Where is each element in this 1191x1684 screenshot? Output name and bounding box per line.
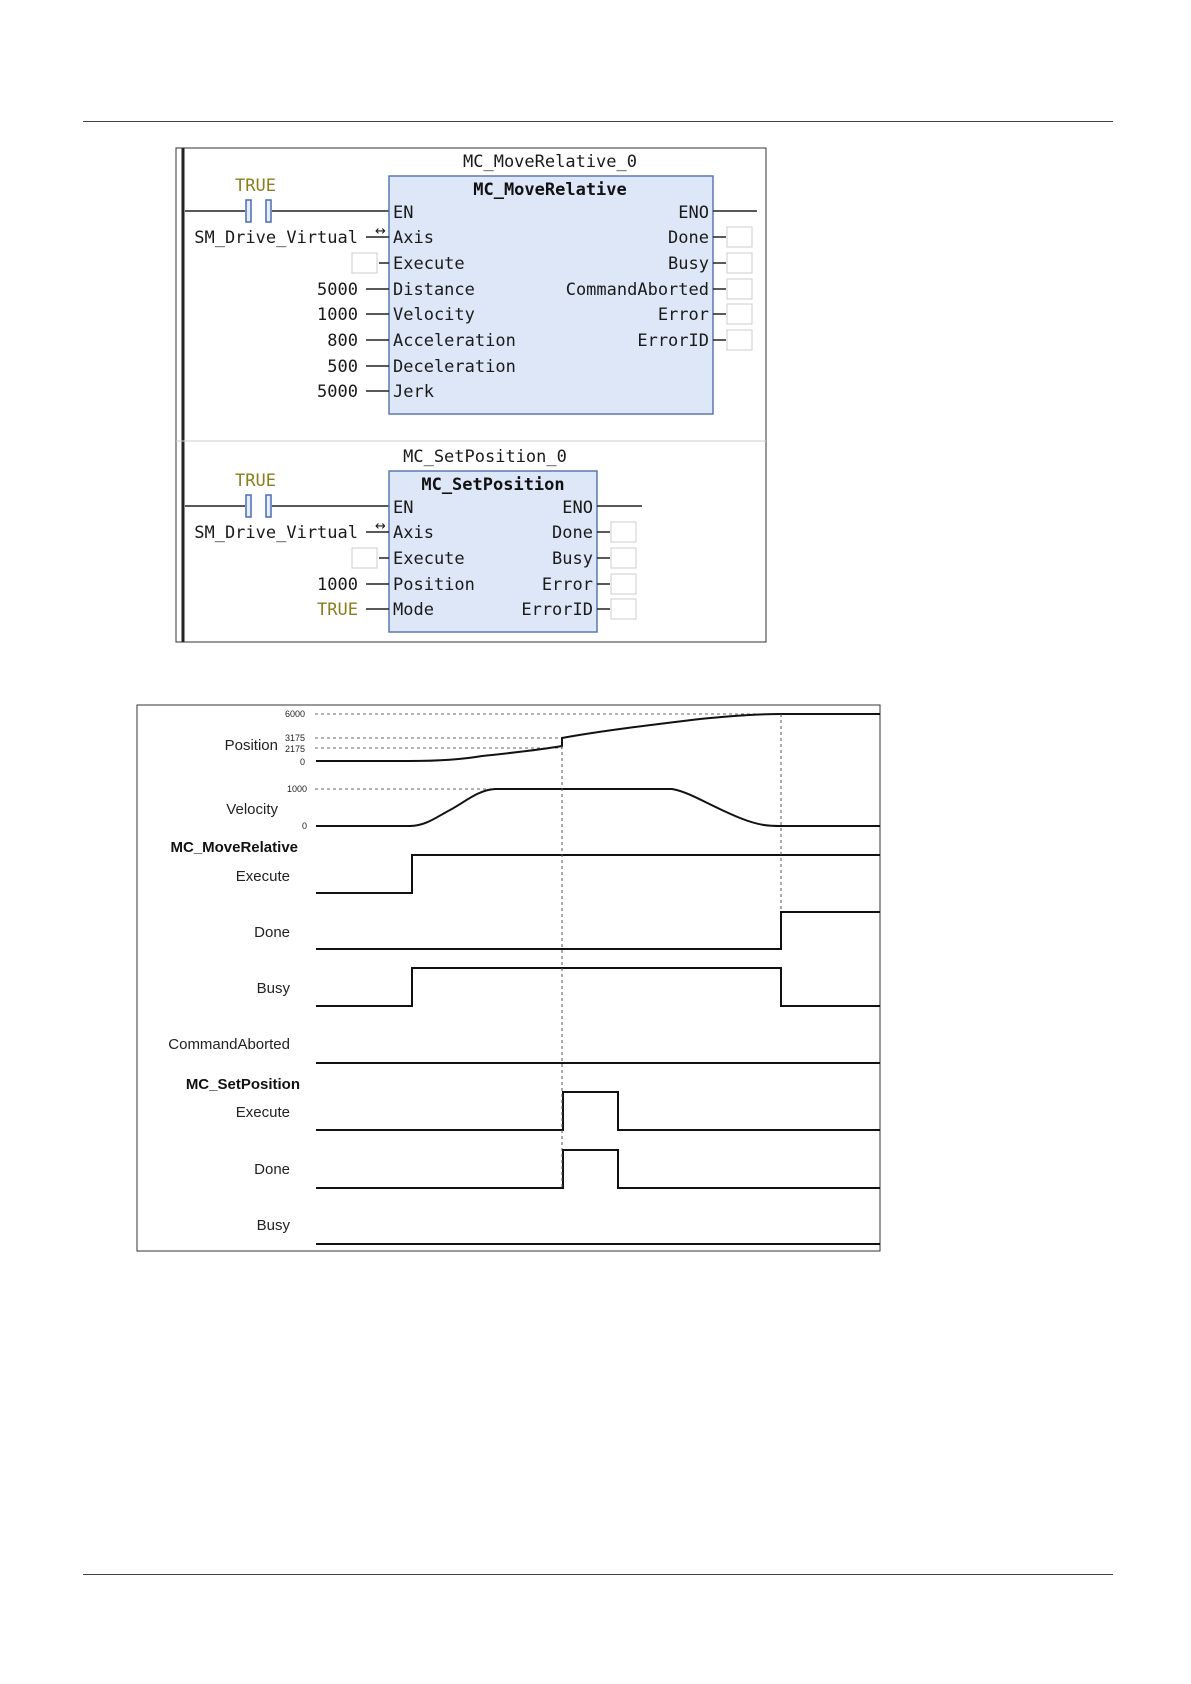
sp-pin-busy: Busy <box>552 549 593 569</box>
sp-done-output-box[interactable] <box>611 522 636 542</box>
pin-axis: Axis <box>393 228 434 248</box>
rung1-execute-input-box[interactable] <box>352 253 377 273</box>
rung2-execute-input-box[interactable] <box>352 548 377 568</box>
mr-done-label: Done <box>254 924 290 941</box>
distance-value[interactable]: 5000 <box>317 280 358 300</box>
timing-diagram <box>0 690 1191 1270</box>
pin-eno: ENO <box>678 203 709 223</box>
sp-error-id-output-box[interactable] <box>611 599 636 619</box>
rung2-instance-name: MC_SetPosition_0 <box>403 447 567 467</box>
mode-value[interactable]: TRUE <box>317 600 358 620</box>
sp-pin-eno: ENO <box>562 498 593 518</box>
rung2-contact-label: TRUE <box>235 471 276 491</box>
rung1-axis-inout-icon: ↔ <box>375 224 386 239</box>
set-position-title: MC_SetPosition <box>421 475 565 495</box>
error-id-output-box[interactable] <box>727 330 752 350</box>
pin-deceleration: Deceleration <box>393 357 516 377</box>
sp-pin-axis: Axis <box>393 523 434 543</box>
position-value[interactable]: 1000 <box>317 575 358 595</box>
sp-done-label: Done <box>254 1161 290 1178</box>
move-relative-title: MC_MoveRelative <box>473 180 627 200</box>
rung2-contact-right[interactable] <box>266 495 271 517</box>
rung1-contact-left[interactable] <box>246 200 251 222</box>
position-tick-2175: 2175 <box>284 744 305 754</box>
pin-busy: Busy <box>668 254 709 274</box>
pin-distance: Distance <box>393 280 475 300</box>
velocity-tick-1000: 1000 <box>286 784 307 794</box>
pin-command-aborted: CommandAborted <box>565 280 709 300</box>
pin-error-id: ErrorID <box>637 331 709 351</box>
mr-execute-label: Execute <box>235 868 290 885</box>
rung2-axis-inout-icon: ↔ <box>375 519 386 534</box>
sp-pin-mode: Mode <box>393 600 434 620</box>
rung1-contact-right[interactable] <box>266 200 271 222</box>
command-aborted-output-box[interactable] <box>727 279 752 299</box>
position-tick-3175: 3175 <box>284 733 305 743</box>
rung1-contact-label: TRUE <box>235 176 276 196</box>
pin-acceleration: Acceleration <box>393 331 516 351</box>
deceleration-value[interactable]: 500 <box>327 357 358 377</box>
footer-rule <box>83 1574 1113 1575</box>
pin-en: EN <box>393 203 414 223</box>
position-label: Position <box>224 737 278 754</box>
rung1-instance-name: MC_MoveRelative_0 <box>463 152 637 172</box>
pin-done: Done <box>668 228 709 248</box>
pin-error: Error <box>657 305 709 325</box>
done-output-box[interactable] <box>727 227 752 247</box>
rung2-contact-left[interactable] <box>246 495 251 517</box>
acceleration-value[interactable]: 800 <box>327 331 358 351</box>
sp-pin-error-id: ErrorID <box>521 600 593 620</box>
sp-error-output-box[interactable] <box>611 574 636 594</box>
mr-command-aborted-label: CommandAborted <box>168 1036 290 1053</box>
sp-pin-execute: Execute <box>393 549 465 569</box>
sp-execute-label: Execute <box>235 1104 290 1121</box>
rung1-axis-variable[interactable]: SM_Drive_Virtual <box>194 228 358 248</box>
ladder-diagram <box>0 0 1191 660</box>
sp-pin-position: Position <box>393 575 475 595</box>
timing-frame <box>137 705 880 1251</box>
error-output-box[interactable] <box>727 304 752 324</box>
pin-execute: Execute <box>393 254 465 274</box>
position-tick-0: 0 <box>299 757 305 767</box>
set-position-group-title: MC_SetPosition <box>185 1076 300 1093</box>
pin-velocity: Velocity <box>393 305 475 325</box>
velocity-tick-0: 0 <box>301 821 307 831</box>
busy-output-box[interactable] <box>727 253 752 273</box>
move-relative-group-title: MC_MoveRelative <box>170 839 298 856</box>
sp-pin-en: EN <box>393 498 414 518</box>
sp-busy-output-box[interactable] <box>611 548 636 568</box>
jerk-value[interactable]: 5000 <box>317 382 358 402</box>
position-tick-6000: 6000 <box>284 709 305 719</box>
mr-busy-label: Busy <box>256 980 290 997</box>
sp-busy-label: Busy <box>256 1217 290 1234</box>
pin-jerk: Jerk <box>393 382 434 402</box>
velocity-label: Velocity <box>226 801 278 818</box>
sp-pin-error: Error <box>541 575 593 595</box>
rung2-axis-variable[interactable]: SM_Drive_Virtual <box>194 523 358 543</box>
sp-pin-done: Done <box>552 523 593 543</box>
velocity-value[interactable]: 1000 <box>317 305 358 325</box>
